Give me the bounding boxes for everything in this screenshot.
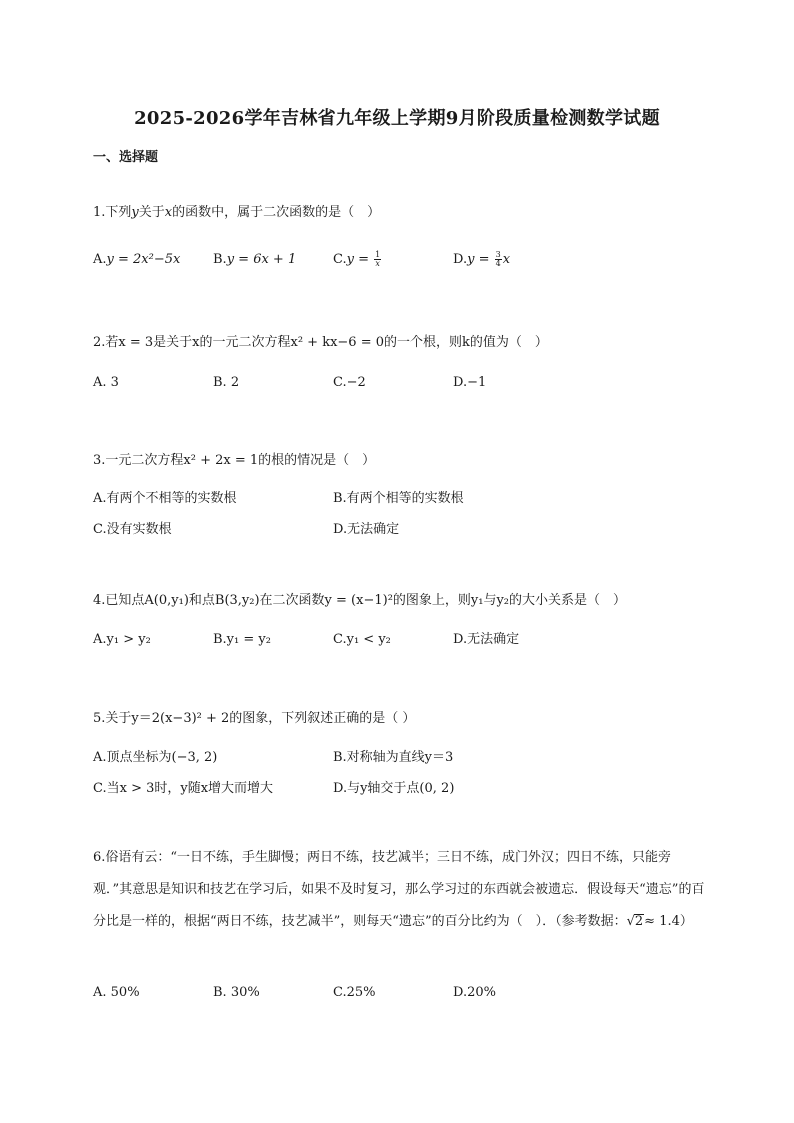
question-3-option-c[interactable]: C.没有实数根: [93, 522, 172, 537]
question-2-option-a[interactable]: A. 3: [93, 375, 119, 390]
question-4-option-d[interactable]: D.无法确定: [453, 632, 520, 647]
question-4-option-c[interactable]: C.y₁ < y₂: [333, 632, 391, 647]
question-5-option-d[interactable]: D.与y轴交于点(0, 2): [333, 781, 455, 796]
question-1-option-a[interactable]: A.y = 2x²−5x: [93, 252, 181, 267]
question-3-option-d[interactable]: D.无法确定: [333, 522, 400, 537]
question-5-option-c[interactable]: C.当x > 3时，y随x增大而增大: [93, 781, 274, 796]
question-2-stem: 2.若x = 3是关于x的一元二次方程x² + kx−6 = 0的一个根，则k的值为（ ）: [93, 335, 548, 350]
fraction: $\frac{3}{4}$: [495, 250, 501, 268]
question-6-option-c[interactable]: C.25%: [333, 985, 376, 1000]
sqrt-symbol: √: [626, 914, 635, 929]
section-heading: 一、选择题: [93, 150, 159, 165]
page-title: 2025-2026学年吉林省九年级上学期9月阶段质量检测数学试题: [134, 108, 660, 129]
question-5-stem: 5.关于y＝2(x−3)² + 2的图象，下列叙述正确的是（ ）: [93, 711, 416, 726]
question-4-stem: 4.已知点A(0,y₁)和点B(3,y₂)在二次函数y = (x−1)²的图象上，则y₁与y₂的大小关系是（ ）: [93, 593, 627, 608]
question-6-option-a[interactable]: A. 50%: [93, 985, 140, 1000]
question-1-stem: 1.下列y关于x的函数中，属于二次函数的是（ ）: [93, 205, 381, 220]
question-6-option-d[interactable]: D.20%: [453, 985, 496, 1000]
question-3-option-a[interactable]: A.有两个不相等的实数根: [93, 491, 237, 506]
question-5-option-b[interactable]: B.对称轴为直线y＝3: [333, 750, 454, 765]
question-4-option-a[interactable]: A.y₁ > y₂: [93, 632, 151, 647]
question-2-option-c[interactable]: C.−2: [333, 375, 366, 390]
question-5-option-a[interactable]: A.顶点坐标为(−3, 2): [93, 750, 218, 765]
question-1-option-b[interactable]: B.y = 6x + 1: [213, 252, 297, 267]
question-3-stem: 3.一元二次方程x² + 2x = 1的根的情况是（ ）: [93, 453, 376, 468]
question-1-option-d[interactable]: D.y = $\frac{3}{4}$ x: [453, 250, 511, 268]
question-6-stem: 6.俗语有云：“一日不练，手生脚慢；两日不练，技艺减半；三日不练，成门外汉；四日不练，只能旁观．”其意思是知识和技艺在学习后，如果不及时复习，那么学习过的东西就会被遗忘．假设每天“遗忘”的百分比是一样的，根据“两日不练，技艺减半”，则每天“遗忘”的百分比约为（ ）．（参考数据：√2≈ 1.4）: [93, 850, 705, 929]
question-2-option-d[interactable]: D.−1: [453, 375, 487, 390]
question-6-option-b[interactable]: B. 30%: [213, 985, 260, 1000]
question-3-option-b[interactable]: B.有两个相等的实数根: [333, 491, 464, 506]
question-1-option-c[interactable]: C.y = $\frac{1}{x}$: [333, 250, 381, 268]
question-4-option-b[interactable]: B.y₁ = y₂: [213, 632, 271, 647]
question-2-option-b[interactable]: B. 2: [213, 375, 240, 390]
fraction: $\frac{1}{x}$: [375, 250, 381, 268]
